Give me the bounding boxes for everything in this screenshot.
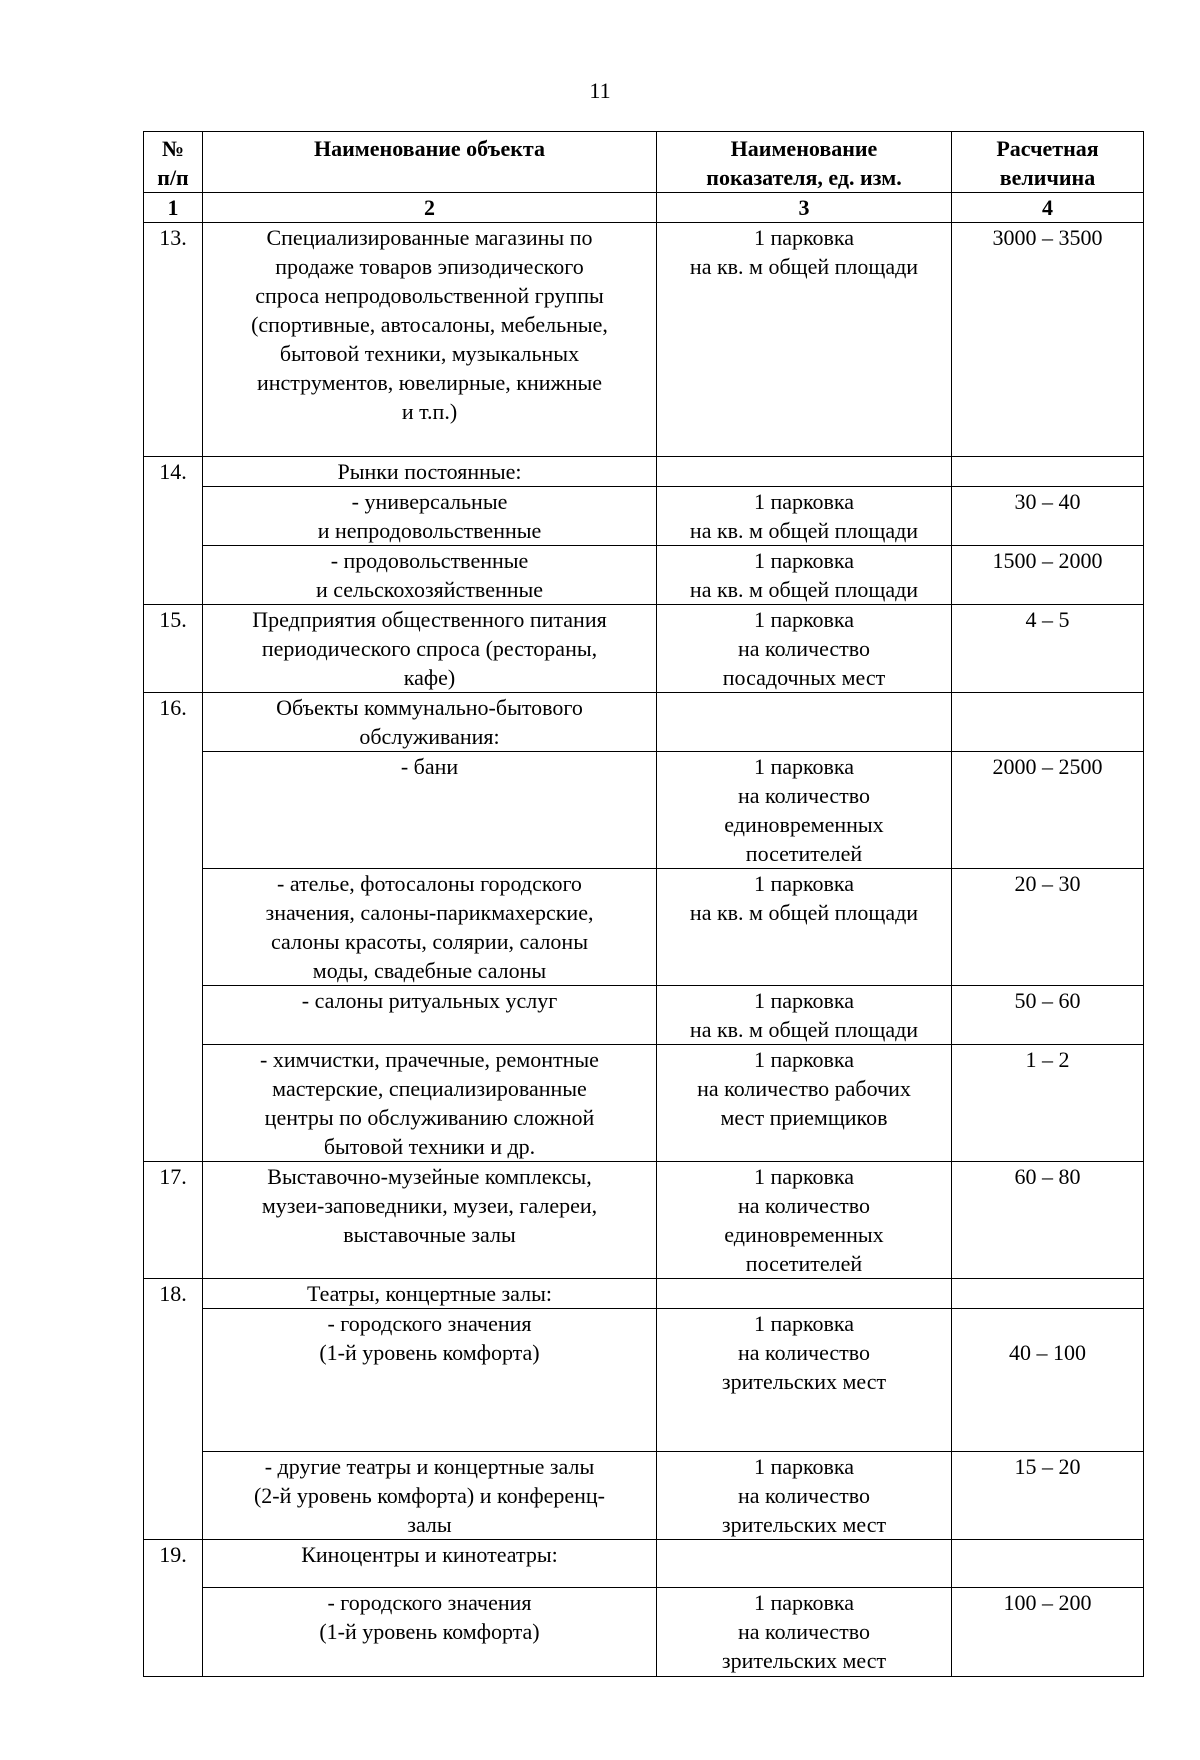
object-name: - продовольственные и сельскохозяйственные bbox=[203, 546, 657, 605]
value bbox=[952, 693, 1144, 752]
header-row bbox=[144, 132, 1144, 193]
column-number: 3 bbox=[657, 193, 952, 223]
value: 20 – 30 bbox=[952, 869, 1144, 986]
table-row bbox=[144, 1279, 1144, 1309]
indicator: 1 парковка на кв. м общей площади bbox=[657, 546, 952, 605]
value: 60 – 80 bbox=[952, 1162, 1144, 1279]
indicator: 1 парковка на количество зрительских мест bbox=[657, 1588, 952, 1677]
table-row bbox=[144, 546, 1144, 605]
table-row bbox=[144, 986, 1144, 1045]
object-name: Киноцентры и кинотеатры: bbox=[203, 1540, 657, 1588]
object-name: Предприятия общественного питания периодического спроса (рестораны, кафе) bbox=[203, 605, 657, 693]
header-indicator: Наименование показателя, ед. изм. bbox=[657, 132, 952, 193]
object-name: Объекты коммунально-бытового обслуживания: bbox=[203, 693, 657, 752]
row-number: 18. bbox=[144, 1279, 203, 1540]
value: 3000 – 3500 bbox=[952, 223, 1144, 457]
value: 50 – 60 bbox=[952, 986, 1144, 1045]
object-name: - салоны ритуальных услуг bbox=[203, 986, 657, 1045]
header-object-name: Наименование объекта bbox=[203, 132, 657, 193]
table-row bbox=[144, 1309, 1144, 1452]
table-row bbox=[144, 487, 1144, 546]
value bbox=[952, 1540, 1144, 1588]
object-name: Театры, концертные залы: bbox=[203, 1279, 657, 1309]
row-number: 14. bbox=[144, 457, 203, 605]
indicator: 1 парковка на количество зрительских мест bbox=[657, 1309, 952, 1452]
indicator: 1 парковка на кв. м общей площади bbox=[657, 223, 952, 457]
header-value: Расчетная величина bbox=[952, 132, 1144, 193]
header-num: № п/п bbox=[144, 132, 203, 193]
table-row bbox=[144, 1045, 1144, 1162]
row-number: 16. bbox=[144, 693, 203, 1162]
value bbox=[952, 1279, 1144, 1309]
object-name: Рынки постоянные: bbox=[203, 457, 657, 487]
value: 2000 – 2500 bbox=[952, 752, 1144, 869]
table-row bbox=[144, 1162, 1144, 1279]
object-name: - другие театры и концертные залы (2-й уровень комфорта) и конференц- залы bbox=[203, 1452, 657, 1540]
row-number: 19. bbox=[144, 1540, 203, 1677]
table-row bbox=[144, 1588, 1144, 1677]
column-number: 1 bbox=[144, 193, 203, 223]
table-row bbox=[144, 693, 1144, 752]
value: 30 – 40 bbox=[952, 487, 1144, 546]
table-row bbox=[144, 869, 1144, 986]
row-number: 17. bbox=[144, 1162, 203, 1279]
object-name: Специализированные магазины по продаже товаров эпизодического спроса непродовольственной группы (спортивные, автосалоны, мебельные, бытовой техники, музыкальных инструментов, ювелирные, книжные и т.п.) bbox=[203, 223, 657, 457]
object-name: - городского значения (1-й уровень комфорта) bbox=[203, 1588, 657, 1677]
indicator: 1 парковка на кв. м общей площади bbox=[657, 986, 952, 1045]
value: 4 – 5 bbox=[952, 605, 1144, 693]
parking-norms-table bbox=[143, 131, 1144, 1677]
table-row bbox=[144, 1452, 1144, 1540]
table-row bbox=[144, 752, 1144, 869]
indicator: 1 парковка на количество посадочных мест bbox=[657, 605, 952, 693]
value: 40 – 100 bbox=[952, 1309, 1144, 1452]
row-number: 13. bbox=[144, 223, 203, 457]
value: 100 – 200 bbox=[952, 1588, 1144, 1677]
indicator: 1 парковка на кв. м общей площади bbox=[657, 487, 952, 546]
indicator: 1 парковка на кв. м общей площади bbox=[657, 869, 952, 986]
indicator: 1 парковка на количество единовременных посетителей bbox=[657, 752, 952, 869]
indicator: 1 парковка на количество зрительских мест bbox=[657, 1452, 952, 1540]
table-row bbox=[144, 457, 1144, 487]
indicator bbox=[657, 457, 952, 487]
object-name: - универсальные и непродовольственные bbox=[203, 487, 657, 546]
object-name: - ателье, фотосалоны городского значения, салоны-парикмахерские, салоны красоты, солярии, салоны моды, свадебные салоны bbox=[203, 869, 657, 986]
indicator bbox=[657, 693, 952, 752]
column-number: 4 bbox=[952, 193, 1144, 223]
indicator bbox=[657, 1540, 952, 1588]
table-row bbox=[144, 223, 1144, 457]
column-number-row bbox=[144, 193, 1144, 223]
value: 15 – 20 bbox=[952, 1452, 1144, 1540]
value: 1500 – 2000 bbox=[952, 546, 1144, 605]
indicator bbox=[657, 1279, 952, 1309]
value bbox=[952, 457, 1144, 487]
column-number: 2 bbox=[203, 193, 657, 223]
page-number: 11 bbox=[589, 78, 611, 103]
table-row bbox=[144, 605, 1144, 693]
indicator: 1 парковка на количество единовременных посетителей bbox=[657, 1162, 952, 1279]
value: 1 – 2 bbox=[952, 1045, 1144, 1162]
object-name: - городского значения (1-й уровень комфорта) bbox=[203, 1309, 657, 1452]
row-number: 15. bbox=[144, 605, 203, 693]
table-row bbox=[144, 1540, 1144, 1588]
indicator: 1 парковка на количество рабочих мест приемщиков bbox=[657, 1045, 952, 1162]
object-name: - бани bbox=[203, 752, 657, 869]
object-name: - химчистки, прачечные, ремонтные мастерские, специализированные центры по обслуживанию сложной бытовой техники и др. bbox=[203, 1045, 657, 1162]
object-name: Выставочно-музейные комплексы, музеи-заповедники, музеи, галереи, выставочные залы bbox=[203, 1162, 657, 1279]
